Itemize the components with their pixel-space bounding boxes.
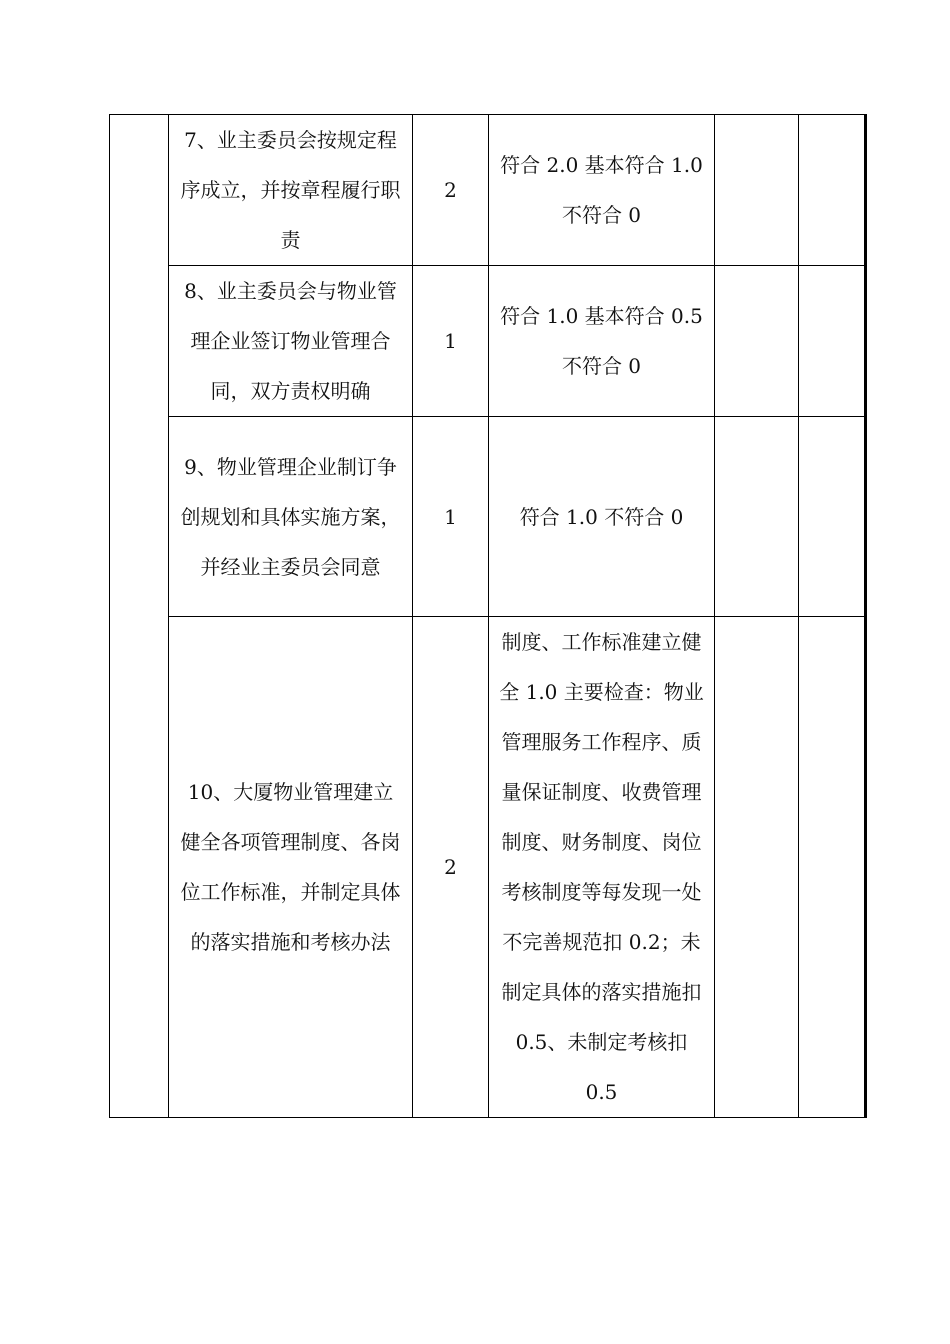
remark-cell [799,417,866,617]
result-cell [715,417,799,617]
criteria-text: 10、大厦物业管理建立健全各项管理制度、各岗位工作标准，并制定具体的落实措施和考核办法 [180,780,401,954]
scoring-text: 制度、工作标准建立健全 1.0 主要检查：物业管理服务工作程序、质量保证制度、收费管理制度、财务制度、岗位考核制度等每发现一处不完善规范扣 0.2；未制定具体的落实措施扣 0.5、未制定考核扣 0.5 [499,630,704,1104]
assessment-table [109,114,867,1118]
remark-cell [799,115,866,266]
criteria-cell [169,617,413,1118]
category-cell [110,115,169,1118]
scoring-text: 符合 2.0 基本符合 1.0 不符合 0 [500,153,703,227]
result-cell [715,617,799,1118]
result-cell [715,266,799,417]
result-cell [715,115,799,266]
score-value: 1 [444,329,457,353]
score-cell [413,617,489,1118]
table-row [110,115,866,266]
score-value: 2 [444,855,457,879]
scoring-text: 符合 1.0 基本符合 0.5 不符合 0 [500,304,703,378]
criteria-cell [169,115,413,266]
scoring-cell [489,266,715,417]
criteria-text: 9、物业管理企业制订争创规划和具体实施方案，并经业主委员会同意 [180,454,401,579]
remark-cell [799,266,866,417]
scoring-cell [489,115,715,266]
remark-cell [799,617,866,1118]
criteria-text: 8、业主委员会与物业管理企业签订物业管理合同，双方责权明确 [184,279,397,403]
scoring-cell [489,617,715,1118]
score-cell [413,115,489,266]
table-row [110,417,866,617]
table-row [110,617,866,1118]
criteria-cell [169,266,413,417]
scoring-cell [489,417,715,617]
score-value: 2 [444,178,457,202]
scoring-text: 符合 1.0 不符合 0 [519,504,684,529]
score-cell [413,417,489,617]
score-cell [413,266,489,417]
table-row [110,266,866,417]
criteria-text: 7、业主委员会按规定程序成立，并按章程履行职责 [180,128,401,252]
criteria-cell [169,417,413,617]
score-value: 1 [444,504,457,529]
